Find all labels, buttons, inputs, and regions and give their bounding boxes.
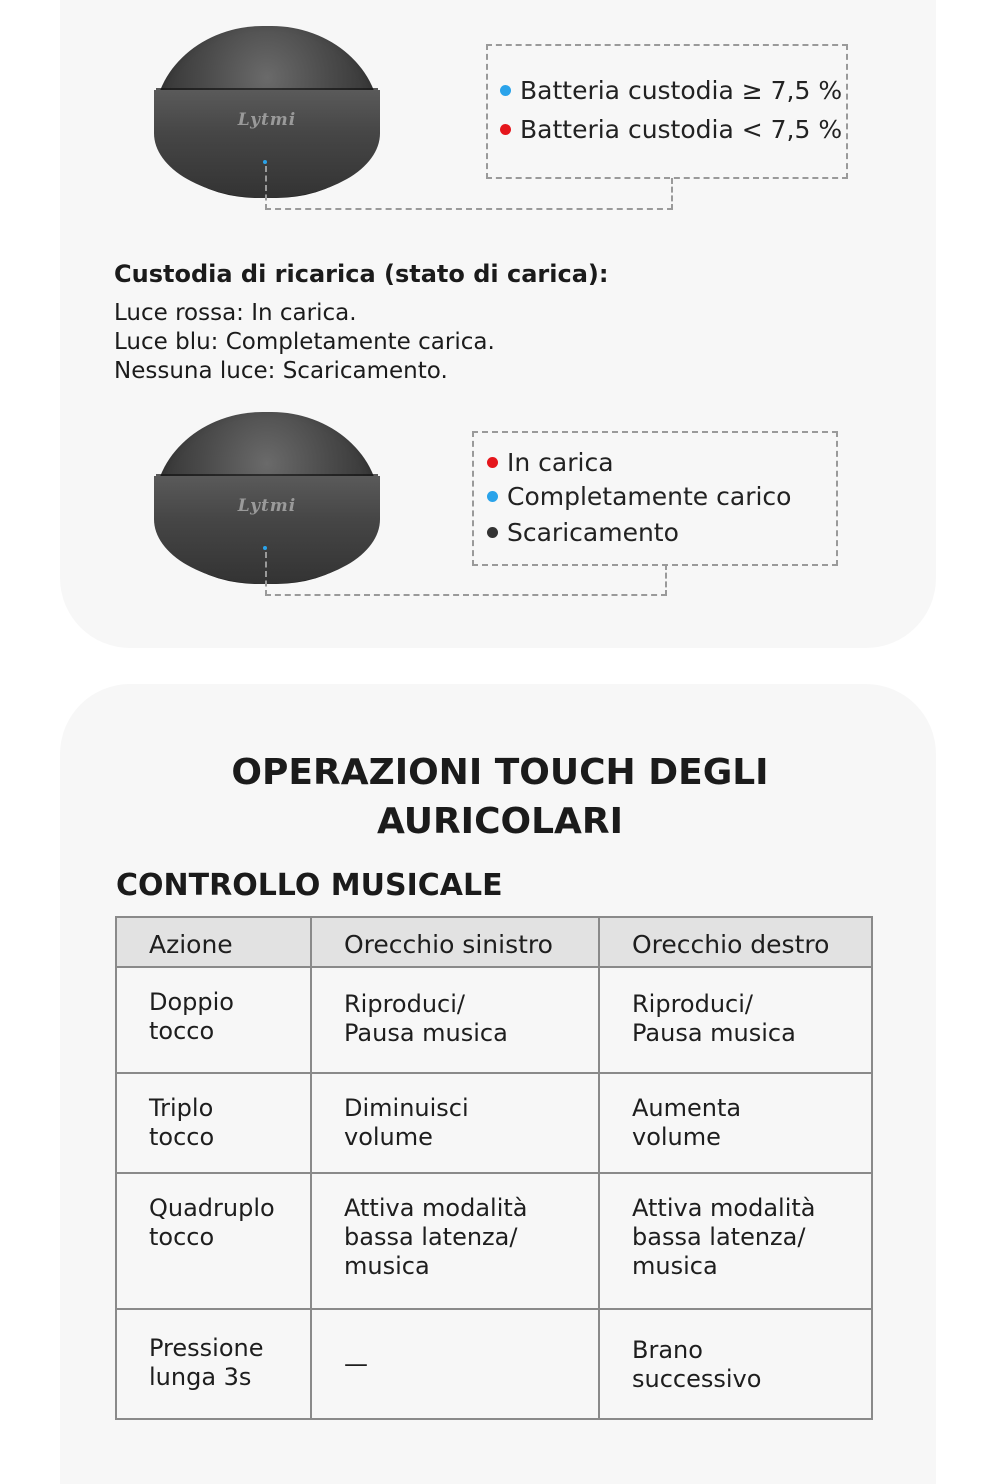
status-line: Nessuna luce: Scaricamento. [114, 358, 448, 384]
action-cell: Quadruplo tocco [116, 1173, 311, 1309]
left-ear-cell: Attiva modalità bassa latenza/ musica [311, 1173, 599, 1309]
red-dot-icon [487, 457, 498, 468]
title-line: OPERAZIONI TOUCH DEGLI [231, 752, 769, 793]
legend-label: Batteria custodia < 7,5 % [520, 115, 843, 144]
legend-label: Batteria custodia ≥ 7,5 % [520, 76, 843, 105]
table-row [116, 967, 872, 1073]
blue-dot-icon [487, 491, 498, 502]
legend-label: Scaricamento [507, 518, 679, 547]
legend-item [487, 482, 791, 511]
action-cell: Doppio tocco [116, 967, 311, 1073]
table-row [116, 1173, 872, 1309]
right-ear-cell: Attiva modalità bassa latenza/ musica [599, 1173, 872, 1309]
header-action: Azione [116, 917, 311, 967]
touch-controls-table [115, 916, 873, 1420]
status-line: Luce blu: Completamente carica. [114, 329, 495, 355]
charging-status-title: Custodia di ricarica (stato di carica): [114, 260, 609, 288]
section-title [100, 748, 900, 846]
legend-item [487, 518, 679, 547]
table-row [116, 1309, 872, 1419]
status-line: Luce rossa: In carica. [114, 300, 357, 326]
music-control-heading: CONTROLLO MUSICALE [116, 868, 503, 903]
left-ear-cell: Diminuisci volume [311, 1073, 599, 1173]
right-ear-cell: Aumenta volume [599, 1073, 872, 1173]
table-row [116, 1073, 872, 1173]
header-left-ear: Orecchio sinistro [311, 917, 599, 967]
right-ear-cell: Brano successivo [599, 1309, 872, 1419]
blue-dot-icon [500, 85, 511, 96]
case-led-indicator [263, 546, 267, 550]
left-ear-cell: Riproduci/ Pausa musica [311, 967, 599, 1073]
legend-item [500, 115, 842, 144]
legend-label: In carica [507, 448, 614, 477]
charging-case-image [154, 412, 380, 588]
battery-legend-box [486, 44, 848, 179]
legend-item [500, 76, 842, 105]
case-logo: Lytmi [237, 496, 297, 516]
charging-case-image [154, 26, 380, 198]
case-led-indicator [263, 160, 267, 164]
legend-label: Completamente carico [507, 482, 792, 511]
red-dot-icon [500, 124, 511, 135]
case-logo: Lytmi [237, 110, 297, 130]
title-line: AURICOLARI [376, 801, 624, 842]
action-cell: Pressione lunga 3s [116, 1309, 311, 1419]
black-dot-icon [487, 527, 498, 538]
table-header-row [116, 917, 872, 967]
legend-item [487, 448, 614, 477]
header-right-ear: Orecchio destro [599, 917, 872, 967]
action-cell: Triplo tocco [116, 1073, 311, 1173]
right-ear-cell: Riproduci/ Pausa musica [599, 967, 872, 1073]
left-ear-cell: — [311, 1309, 599, 1419]
